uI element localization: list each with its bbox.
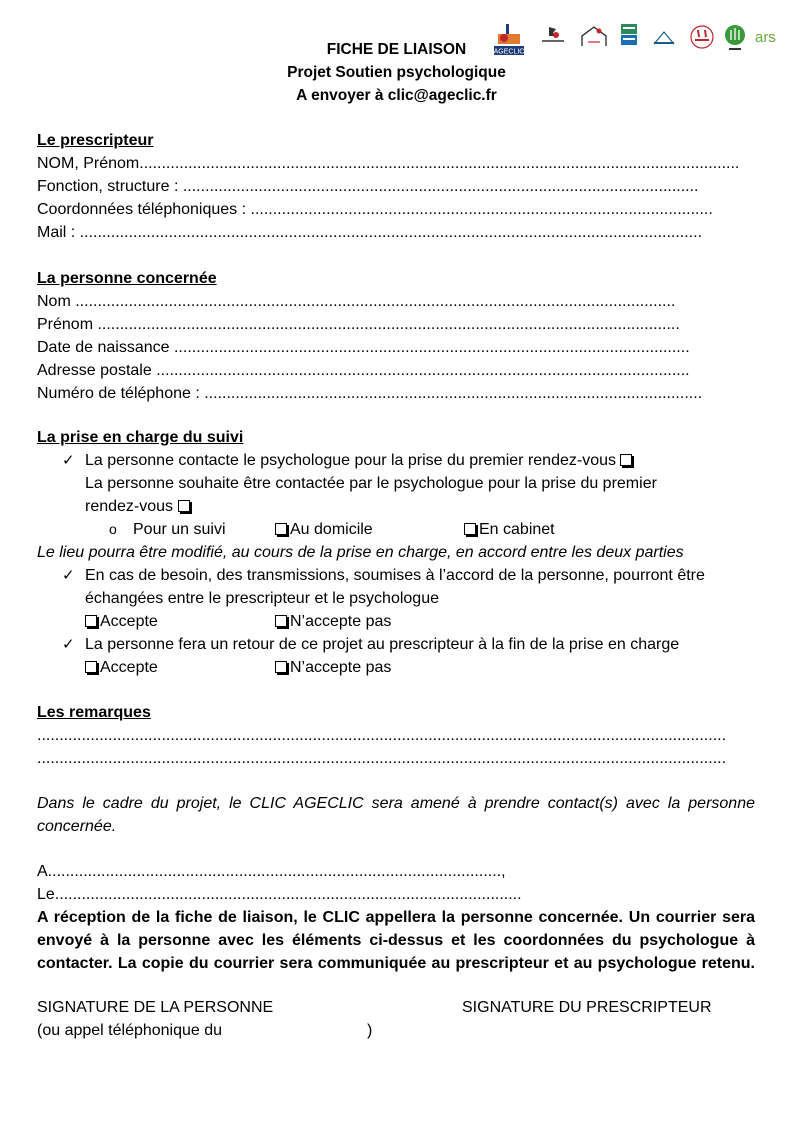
reception-note: A réception de la fiche de liaison, le CLIC appellera la personne concernée. Un courrier sera envoyé à la personne avec les éléments ci-dessus et les coordonnées du psychologue à contacter. La copie du courrier sera communiquée au prescripteur et au psychologue retenu. <box>37 909 755 972</box>
svg-text:AGECLIC: AGECLIC <box>493 48 525 56</box>
transmissions-line1: En cas de besoin, des transmissions, soumises à l’accord de la personne, pourront être <box>85 567 705 584</box>
field-label: Fonction, structure : <box>37 178 183 195</box>
field-personne-birthdate[interactable] <box>37 336 745 359</box>
field-place[interactable]: A......................................................................................................, <box>37 863 506 880</box>
checkbox-feedback-accept[interactable] <box>85 661 97 673</box>
svg-text:ars: ars <box>755 29 776 46</box>
signature-prescriber-label: SIGNATURE DU PRESCRIPTEUR <box>462 999 712 1016</box>
field-date[interactable]: Le......................................................................................................... <box>37 886 522 903</box>
field-dots: .................................................................................................................... <box>182 178 699 195</box>
field-dots: ........................................................................................................................ <box>156 362 690 379</box>
option-contacted-by-psychologue-line2: rendez-vous <box>85 495 193 518</box>
field-prescripteur-mail[interactable] <box>37 221 755 244</box>
checkbox-transmissions-refuse[interactable] <box>275 615 287 627</box>
send-to-email: A envoyer à clic@ageclic.fr <box>296 87 497 104</box>
mountain-logo-icon <box>650 24 678 48</box>
option-transmissions-accept[interactable]: Accepte <box>85 610 158 633</box>
ars-logo-icon <box>754 24 782 48</box>
red-circle-logo-icon <box>689 24 715 50</box>
field-label: Nom <box>37 293 76 310</box>
field-dots: ........................................................................................................ <box>250 201 713 218</box>
field-personne-prenom[interactable] <box>37 313 755 336</box>
field-dots: ................................................................................................................ <box>204 385 703 402</box>
section-heading-personne: La personne concernée <box>37 270 217 287</box>
feedback-item: La personne fera un retour de ce projet au prescripteur à la fin de la prise en charge <box>85 636 680 653</box>
option-feedback-accept[interactable]: Accepte <box>85 656 158 679</box>
field-personne-nom[interactable] <box>37 290 745 313</box>
field-dots: ............................................................................................................................................ <box>79 224 703 241</box>
option-contacted-by-psychologue-line1: La personne souhaite être contactée par le psychologue pour la prise du premier <box>85 475 657 492</box>
field-dots: .................................................................................................................... <box>173 339 690 356</box>
field-personne-phone[interactable] <box>37 382 747 405</box>
field-prescripteur-name[interactable] <box>37 152 755 175</box>
option-feedback-refuse[interactable]: N’accepte pas <box>275 656 391 679</box>
option-en-cabinet[interactable]: En cabinet <box>464 518 555 541</box>
sub-label-suivi: Pour un suivi <box>133 521 226 538</box>
checkmark-icon: ✓ <box>62 452 75 469</box>
field-label: Mail : <box>37 224 80 241</box>
blue-partner-logo-icon <box>621 24 637 46</box>
field-dots: ....................................................................................................................................... <box>75 293 676 310</box>
field-dots: ....................................................................................................................................... <box>139 155 740 172</box>
checkbox-au-domicile[interactable] <box>275 523 287 535</box>
checkmark-icon: ✓ <box>62 567 75 584</box>
field-personne-address[interactable] <box>37 359 755 382</box>
checkmark-icon: ✓ <box>62 636 75 653</box>
sub-bullet-icon: o <box>109 521 117 537</box>
page-subtitle: Projet Soutien psychologique <box>287 64 506 81</box>
section-heading-suivi: La prise en charge du suivi <box>37 429 244 446</box>
field-label: Coordonnées téléphoniques : <box>37 201 251 218</box>
remarks-line-1[interactable]: ........................................................................................................................................................... <box>37 727 727 744</box>
signature-person-sublabel: (ou appel téléphonique du <box>37 1022 223 1039</box>
option-transmissions-refuse[interactable]: N’accepte pas <box>275 610 391 633</box>
contact-note: Dans le cadre du projet, le CLIC AGECLIC sera amené à prendre contact(s) avec la personne concernée. <box>37 795 755 835</box>
checkbox-feedback-refuse[interactable] <box>275 661 287 673</box>
field-label: Prénom <box>37 316 98 333</box>
section-heading-remarques: Les remarques <box>37 704 151 721</box>
checkbox-en-cabinet[interactable] <box>464 523 476 535</box>
field-prescripteur-function[interactable] <box>37 175 751 198</box>
option-contact-psychologue: La personne contacte le psychologue pour la prise du premier rendez-vous <box>85 449 635 472</box>
field-dots: ................................................................................................................................... <box>97 316 680 333</box>
signature-person-sublabel-close: ) <box>367 1022 373 1039</box>
field-label: Date de naissance <box>37 339 174 356</box>
transmissions-line2: échangées entre le prescripteur et le psychologue <box>85 590 439 607</box>
signature-person-label: SIGNATURE DE LA PERSONNE <box>37 999 274 1016</box>
checkbox-transmissions-accept[interactable] <box>85 615 97 627</box>
field-label: Adresse postale <box>37 362 157 379</box>
field-label: NOM, Prénom <box>37 155 140 172</box>
checkbox-contacted-by-psychologue[interactable] <box>178 500 190 512</box>
location-note: Le lieu pourra être modifié, au cours de la prise en charge, en accord entre les deux parties <box>37 544 684 561</box>
remarks-line-2[interactable]: ........................................................................................................................................................... <box>37 750 727 767</box>
field-prescripteur-phone[interactable] <box>37 198 755 221</box>
page-title: FICHE DE LIAISON <box>326 41 467 58</box>
green-circle-logo-icon <box>723 24 747 52</box>
field-label: Numéro de téléphone : <box>37 385 205 402</box>
section-heading-prescripteur: Le prescripteur <box>37 132 154 149</box>
checkbox-contact-psychologue[interactable] <box>620 454 632 466</box>
option-au-domicile[interactable]: Au domicile <box>275 518 373 541</box>
